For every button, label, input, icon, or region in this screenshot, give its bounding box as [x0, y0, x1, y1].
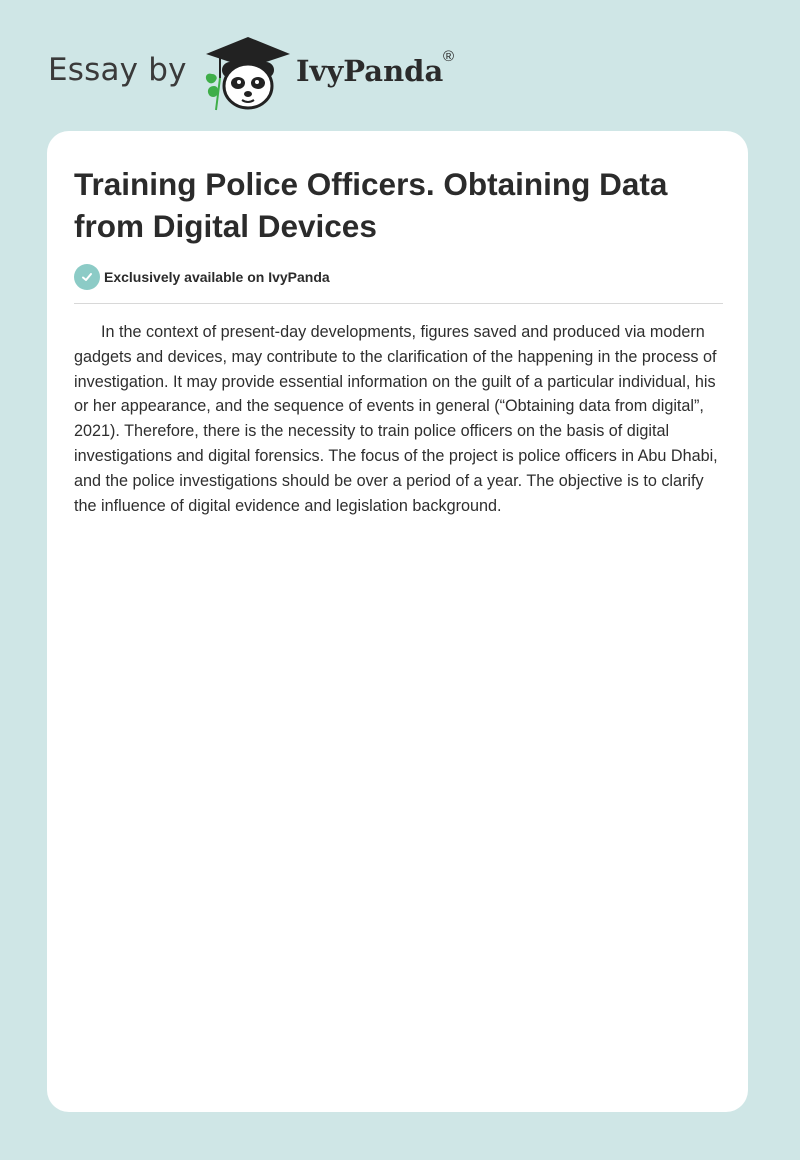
site-header [48, 34, 508, 114]
essay-card [47, 131, 748, 1112]
essay-by-label: Essay by [48, 52, 187, 88]
exclusive-badge-label: Exclusively available on IvyPanda [104, 269, 330, 285]
registered-mark: ® [443, 48, 455, 65]
exclusive-badge [74, 264, 330, 290]
essay-title: Training Police Officers. Obtaining Data from Digital Devices [74, 166, 668, 244]
check-circle-icon [74, 264, 100, 290]
panda-graduate-logo-icon[interactable] [200, 34, 296, 114]
brand-name[interactable]: IvyPanda [296, 54, 444, 88]
essay-paragraph: In the context of present-day developments, figures saved and produced via modern gadgets and devices, may contribute to the clarification of the happening in the process of investigation. It may provide essential information on the guilt of a particular individual, his or her appearance, and the sequence of events in general (“Obtaining data from digital”, 2021). Therefore, there is the necessity to train police officers on the basis of digital investigations and digital forensics. The focus of the project is police officers in Abu Dhabi, and the police investigations should be over a period of a year. The objective is to clarify the influence of digital evidence and legislation background. [74, 323, 718, 515]
title-divider [74, 303, 723, 304]
